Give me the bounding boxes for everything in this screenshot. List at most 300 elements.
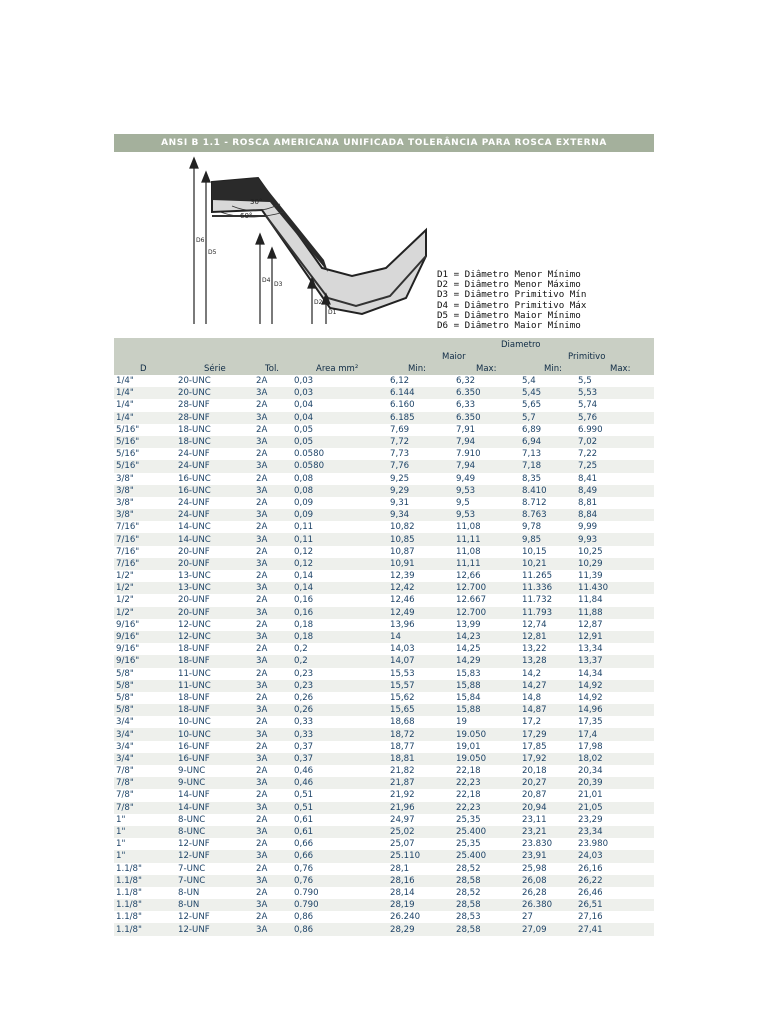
legend-d4: D4 = Diâmetro Primitivo Máx [437, 299, 587, 311]
cell-prim-max: 17,35 [576, 716, 654, 728]
cell-d: 5/8" [114, 692, 176, 704]
cell-prim-max: 23,34 [576, 826, 654, 838]
cell-serie: 24-UNF [176, 497, 254, 509]
table-row [114, 594, 654, 606]
legend-d3: D3 = Diâmetro Primitivo Mín [437, 289, 587, 301]
cell-prim-min: 11.732 [520, 594, 576, 606]
cell-maior-max: 12.700 [454, 582, 520, 594]
cell-area: 0,12 [292, 546, 388, 558]
cell-maior-min: 12,42 [388, 582, 454, 594]
cell-maior-min: 25,02 [388, 826, 454, 838]
cell-prim-max: 26,51 [576, 899, 654, 911]
cell-area: 0,37 [292, 741, 388, 753]
cell-serie: 11-UNC [176, 668, 254, 680]
cell-prim-min: 11.336 [520, 582, 576, 594]
cell-tol: 2A [254, 473, 292, 485]
cell-tol: 2A [254, 789, 292, 801]
cell-maior-min: 7,69 [388, 424, 454, 436]
cell-prim-max: 23,29 [576, 814, 654, 826]
cell-d: 1" [114, 838, 176, 850]
cell-serie: 14-UNC [176, 533, 254, 545]
header-col-serie: Série [204, 364, 226, 374]
cell-prim-max: 5,53 [576, 387, 654, 399]
cell-prim-min: 25,98 [520, 863, 576, 875]
cell-maior-min: 9,31 [388, 497, 454, 509]
cell-d: 5/16" [114, 448, 176, 460]
cell-maior-min: 9,25 [388, 473, 454, 485]
cell-tol: 2A [254, 814, 292, 826]
cell-maior-max: 22,23 [454, 777, 520, 789]
cell-prim-min: 6,89 [520, 424, 576, 436]
cell-area: 0,26 [292, 704, 388, 716]
cell-d: 1/4" [114, 375, 176, 387]
cell-serie: 18-UNC [176, 424, 254, 436]
cell-d: 1" [114, 814, 176, 826]
cell-prim-max: 10,25 [576, 546, 654, 558]
cell-serie: 8-UN [176, 899, 254, 911]
cell-serie: 14-UNF [176, 802, 254, 814]
table-row [114, 741, 654, 753]
table-row [114, 436, 654, 448]
cell-maior-min: 28,29 [388, 923, 454, 935]
cell-d: 7/16" [114, 533, 176, 545]
cell-area: 0,46 [292, 777, 388, 789]
cell-serie: 20-UNF [176, 594, 254, 606]
cell-area: 0.790 [292, 887, 388, 899]
cell-d: 3/8" [114, 473, 176, 485]
cell-tol: 3A [254, 875, 292, 887]
header-maior: Maior [442, 352, 466, 362]
cell-serie: 14-UNC [176, 521, 254, 533]
cell-area: 0,37 [292, 753, 388, 765]
cell-prim-max: 17,98 [576, 741, 654, 753]
cell-area: 0,76 [292, 875, 388, 887]
cell-d: 5/16" [114, 460, 176, 472]
table-row [114, 375, 654, 387]
cell-maior-min: 15,62 [388, 692, 454, 704]
cell-prim-min: 12,81 [520, 631, 576, 643]
header-col-area: Area mm² [316, 364, 359, 374]
table-row [114, 680, 654, 692]
cell-prim-min: 6,94 [520, 436, 576, 448]
cell-maior-max: 25.400 [454, 826, 520, 838]
cell-maior-max: 6,32 [454, 375, 520, 387]
cell-tol: 3A [254, 826, 292, 838]
cell-maior-min: 18,72 [388, 728, 454, 740]
cell-maior-max: 9,49 [454, 473, 520, 485]
header-col-prim-max: Max: [610, 364, 631, 374]
cell-prim-max: 26,46 [576, 887, 654, 899]
table-row [114, 509, 654, 521]
cell-maior-min: 10,82 [388, 521, 454, 533]
cell-serie: 8-UNC [176, 814, 254, 826]
cell-tol: 2A [254, 497, 292, 509]
cell-serie: 18-UNF [176, 704, 254, 716]
cell-area: 0,09 [292, 497, 388, 509]
cell-serie: 18-UNC [176, 436, 254, 448]
cell-d: 5/16" [114, 424, 176, 436]
cell-serie: 9-UNC [176, 765, 254, 777]
cell-d: 3/4" [114, 741, 176, 753]
cell-d: 7/8" [114, 802, 176, 814]
cell-tol: 2A [254, 643, 292, 655]
cell-prim-min: 17,92 [520, 753, 576, 765]
cell-prim-min: 10,21 [520, 558, 576, 570]
cell-maior-max: 28,58 [454, 875, 520, 887]
cell-tol: 2A [254, 692, 292, 704]
cell-maior-max: 7,94 [454, 436, 520, 448]
cell-d: 5/8" [114, 668, 176, 680]
cell-maior-max: 9,53 [454, 509, 520, 521]
cell-prim-min: 14,8 [520, 692, 576, 704]
cell-d: 1.1/8" [114, 911, 176, 923]
cell-maior-max: 22,18 [454, 789, 520, 801]
table-row [114, 716, 654, 728]
cell-area: 0,61 [292, 814, 388, 826]
cell-prim-max: 14,34 [576, 668, 654, 680]
dim-label-d4: D4 [262, 277, 271, 284]
cell-area: 0,12 [292, 558, 388, 570]
cell-tol: 2A [254, 863, 292, 875]
table-row [114, 582, 654, 594]
cell-prim-min: 10,15 [520, 546, 576, 558]
cell-maior-max: 25,35 [454, 838, 520, 850]
cell-area: 0,23 [292, 668, 388, 680]
legend-d5: D5 = Diâmetro Maior Mínimo [437, 309, 581, 321]
cell-tol: 3A [254, 802, 292, 814]
cell-d: 1" [114, 850, 176, 862]
cell-prim-max: 11,88 [576, 607, 654, 619]
cell-serie: 7-UNC [176, 863, 254, 875]
cell-prim-max: 20,39 [576, 777, 654, 789]
cell-d: 1.1/8" [114, 863, 176, 875]
cell-maior-min: 7,72 [388, 436, 454, 448]
cell-tol: 3A [254, 704, 292, 716]
cell-maior-min: 6,12 [388, 375, 454, 387]
cell-tol: 3A [254, 485, 292, 497]
cell-d: 3/8" [114, 485, 176, 497]
cell-serie: 12-UNC [176, 631, 254, 643]
cell-maior-min: 14,07 [388, 655, 454, 667]
cell-serie: 18-UNF [176, 692, 254, 704]
cell-tol: 3A [254, 607, 292, 619]
cell-maior-max: 13,99 [454, 619, 520, 631]
cell-tol: 2A [254, 887, 292, 899]
cell-tol: 3A [254, 582, 292, 594]
cell-maior-max: 25.400 [454, 850, 520, 862]
cell-prim-max: 7,22 [576, 448, 654, 460]
cell-serie: 28-UNF [176, 412, 254, 424]
cell-maior-max: 28,53 [454, 911, 520, 923]
cell-prim-min: 8.712 [520, 497, 576, 509]
cell-serie: 9-UNC [176, 777, 254, 789]
cell-serie: 10-UNC [176, 716, 254, 728]
cell-maior-min: 21,96 [388, 802, 454, 814]
cell-maior-max: 19.050 [454, 753, 520, 765]
cell-tol: 2A [254, 399, 292, 411]
cell-maior-min: 21,82 [388, 765, 454, 777]
cell-maior-max: 28,58 [454, 899, 520, 911]
cell-tol: 2A [254, 594, 292, 606]
cell-serie: 13-UNC [176, 582, 254, 594]
dim-label-d6: D6 [196, 237, 205, 244]
cell-serie: 8-UNC [176, 826, 254, 838]
cell-prim-min: 20,27 [520, 777, 576, 789]
table-row [114, 412, 654, 424]
cell-d: 7/16" [114, 546, 176, 558]
cell-d: 1/2" [114, 594, 176, 606]
cell-area: 0,86 [292, 923, 388, 935]
cell-area: 0,05 [292, 436, 388, 448]
cell-prim-min: 23.830 [520, 838, 576, 850]
cell-prim-max: 27,41 [576, 923, 654, 935]
thread-profile-diagram [180, 156, 440, 328]
cell-prim-min: 23,91 [520, 850, 576, 862]
cell-maior-max: 9,5 [454, 497, 520, 509]
cell-maior-max: 6.350 [454, 387, 520, 399]
cell-prim-min: 13,28 [520, 655, 576, 667]
table-body [114, 375, 654, 936]
cell-prim-max: 8,81 [576, 497, 654, 509]
cell-maior-min: 13,96 [388, 619, 454, 631]
cell-prim-min: 8.763 [520, 509, 576, 521]
cell-serie: 24-UNF [176, 509, 254, 521]
cell-prim-max: 7,25 [576, 460, 654, 472]
cell-prim-max: 9,99 [576, 521, 654, 533]
cell-maior-max: 19 [454, 716, 520, 728]
cell-d: 7/8" [114, 789, 176, 801]
cell-prim-min: 5,4 [520, 375, 576, 387]
cell-prim-min: 14,27 [520, 680, 576, 692]
cell-area: 0,51 [292, 802, 388, 814]
cell-d: 1/2" [114, 582, 176, 594]
cell-prim-min: 17,29 [520, 728, 576, 740]
cell-area: 0,03 [292, 387, 388, 399]
cell-maior-max: 6.350 [454, 412, 520, 424]
cell-prim-min: 27 [520, 911, 576, 923]
cell-maior-min: 10,91 [388, 558, 454, 570]
cell-maior-min: 15,57 [388, 680, 454, 692]
cell-tol: 2A [254, 619, 292, 631]
cell-maior-min: 18,68 [388, 716, 454, 728]
cell-prim-max: 11,39 [576, 570, 654, 582]
table-row [114, 521, 654, 533]
cell-maior-min: 10,85 [388, 533, 454, 545]
cell-maior-min: 25,07 [388, 838, 454, 850]
legend-d6: D6 = Diâmetro Maior Mínimo [437, 320, 581, 332]
cell-maior-min: 18,77 [388, 741, 454, 753]
cell-d: 3/4" [114, 716, 176, 728]
cell-area: 0,04 [292, 412, 388, 424]
table-row [114, 765, 654, 777]
cell-prim-min: 13,22 [520, 643, 576, 655]
cell-serie: 7-UNC [176, 875, 254, 887]
cell-prim-min: 20,87 [520, 789, 576, 801]
table-row [114, 728, 654, 740]
cell-prim-min: 26.380 [520, 899, 576, 911]
cell-maior-min: 12,39 [388, 570, 454, 582]
header-col-d: D [140, 364, 147, 374]
cell-d: 1.1/8" [114, 887, 176, 899]
cell-area: 0,05 [292, 424, 388, 436]
cell-prim-max: 5,76 [576, 412, 654, 424]
cell-tol: 3A [254, 509, 292, 521]
table-row [114, 619, 654, 631]
cell-tol: 2A [254, 838, 292, 850]
cell-maior-min: 6.185 [388, 412, 454, 424]
cell-d: 3/8" [114, 509, 176, 521]
angle-30-label: 30° [250, 198, 263, 206]
table-row [114, 558, 654, 570]
cell-area: 0,66 [292, 838, 388, 850]
cell-maior-max: 11,08 [454, 521, 520, 533]
header-col-maior-min: Min: [408, 364, 426, 374]
cell-prim-min: 26,28 [520, 887, 576, 899]
cell-prim-max: 10,29 [576, 558, 654, 570]
cell-maior-max: 14,25 [454, 643, 520, 655]
table-row [114, 826, 654, 838]
cell-area: 0,51 [292, 789, 388, 801]
cell-area: 0,86 [292, 911, 388, 923]
angle-60-label: 60° [240, 212, 253, 220]
cell-maior-min: 7,73 [388, 448, 454, 460]
cell-d: 9/16" [114, 631, 176, 643]
cell-maior-min: 7,76 [388, 460, 454, 472]
table-row [114, 631, 654, 643]
cell-tol: 2A [254, 668, 292, 680]
cell-prim-min: 23,21 [520, 826, 576, 838]
cell-tol: 3A [254, 655, 292, 667]
cell-maior-max: 22,18 [454, 765, 520, 777]
cell-prim-min: 9,78 [520, 521, 576, 533]
cell-prim-max: 11,84 [576, 594, 654, 606]
cell-tol: 3A [254, 728, 292, 740]
cell-d: 1/4" [114, 399, 176, 411]
cell-tol: 3A [254, 850, 292, 862]
cell-tol: 3A [254, 680, 292, 692]
table-row [114, 668, 654, 680]
cell-d: 7/8" [114, 777, 176, 789]
cell-maior-max: 11,08 [454, 546, 520, 558]
cell-maior-max: 9,53 [454, 485, 520, 497]
table-row [114, 533, 654, 545]
cell-serie: 11-UNC [176, 680, 254, 692]
cell-maior-max: 19.050 [454, 728, 520, 740]
table-row [114, 850, 654, 862]
cell-d: 9/16" [114, 643, 176, 655]
header-col-prim-min: Min: [544, 364, 562, 374]
cell-area: 0,2 [292, 655, 388, 667]
cell-prim-min: 7,13 [520, 448, 576, 460]
cell-area: 0,16 [292, 607, 388, 619]
cell-d: 5/8" [114, 680, 176, 692]
cell-prim-min: 12,74 [520, 619, 576, 631]
cell-prim-max: 18,02 [576, 753, 654, 765]
cell-serie: 24-UNF [176, 460, 254, 472]
cell-d: 5/16" [114, 436, 176, 448]
cell-area: 0,08 [292, 485, 388, 497]
dim-label-d1: D1 [328, 309, 337, 316]
cell-maior-max: 15,88 [454, 704, 520, 716]
cell-area: 0,11 [292, 533, 388, 545]
table-header [114, 338, 654, 375]
cell-tol: 3A [254, 631, 292, 643]
cell-maior-max: 25,35 [454, 814, 520, 826]
cell-tol: 2A [254, 448, 292, 460]
cell-prim-min: 17,2 [520, 716, 576, 728]
table-row [114, 753, 654, 765]
cell-prim-min: 11.793 [520, 607, 576, 619]
cell-serie: 20-UNC [176, 375, 254, 387]
cell-prim-max: 27,16 [576, 911, 654, 923]
cell-prim-min: 14,87 [520, 704, 576, 716]
cell-d: 7/16" [114, 521, 176, 533]
dim-label-d3: D3 [274, 281, 283, 288]
cell-maior-min: 6.144 [388, 387, 454, 399]
cell-d: 9/16" [114, 655, 176, 667]
cell-tol: 3A [254, 412, 292, 424]
thread-tolerance-table [114, 375, 654, 936]
cell-area: 0,03 [292, 375, 388, 387]
table-row [114, 570, 654, 582]
cell-serie: 16-UNC [176, 485, 254, 497]
cell-prim-min: 27,09 [520, 923, 576, 935]
cell-prim-max: 5,5 [576, 375, 654, 387]
cell-maior-min: 9,34 [388, 509, 454, 521]
cell-area: 0,04 [292, 399, 388, 411]
cell-d: 7/16" [114, 558, 176, 570]
cell-maior-max: 12.700 [454, 607, 520, 619]
cell-area: 0,08 [292, 473, 388, 485]
cell-serie: 10-UNC [176, 728, 254, 740]
cell-tol: 2A [254, 741, 292, 753]
cell-prim-max: 21,05 [576, 802, 654, 814]
cell-prim-min: 17,85 [520, 741, 576, 753]
cell-tol: 2A [254, 716, 292, 728]
table-row [114, 923, 654, 935]
cell-serie: 20-UNF [176, 607, 254, 619]
table-row [114, 424, 654, 436]
table-row [114, 875, 654, 887]
cell-tol: 3A [254, 777, 292, 789]
cell-area: 0,18 [292, 631, 388, 643]
cell-maior-min: 25.110 [388, 850, 454, 862]
cell-maior-max: 11,11 [454, 533, 520, 545]
table-row [114, 863, 654, 875]
cell-d: 3/4" [114, 728, 176, 740]
cell-prim-max: 23.980 [576, 838, 654, 850]
cell-maior-max: 19,01 [454, 741, 520, 753]
cell-maior-min: 12,49 [388, 607, 454, 619]
cell-tol: 3A [254, 436, 292, 448]
cell-maior-max: 12,66 [454, 570, 520, 582]
cell-prim-max: 26,16 [576, 863, 654, 875]
cell-maior-max: 7,94 [454, 460, 520, 472]
cell-d: 1.1/8" [114, 899, 176, 911]
table-row [114, 777, 654, 789]
cell-maior-max: 7.910 [454, 448, 520, 460]
table-row [114, 546, 654, 558]
cell-maior-max: 14,23 [454, 631, 520, 643]
cell-prim-min: 7,18 [520, 460, 576, 472]
cell-prim-max: 8,41 [576, 473, 654, 485]
cell-maior-max: 14,29 [454, 655, 520, 667]
cell-area: 0,2 [292, 643, 388, 655]
cell-prim-max: 21,01 [576, 789, 654, 801]
cell-maior-max: 28,52 [454, 863, 520, 875]
table-row [114, 838, 654, 850]
cell-prim-min: 5,65 [520, 399, 576, 411]
